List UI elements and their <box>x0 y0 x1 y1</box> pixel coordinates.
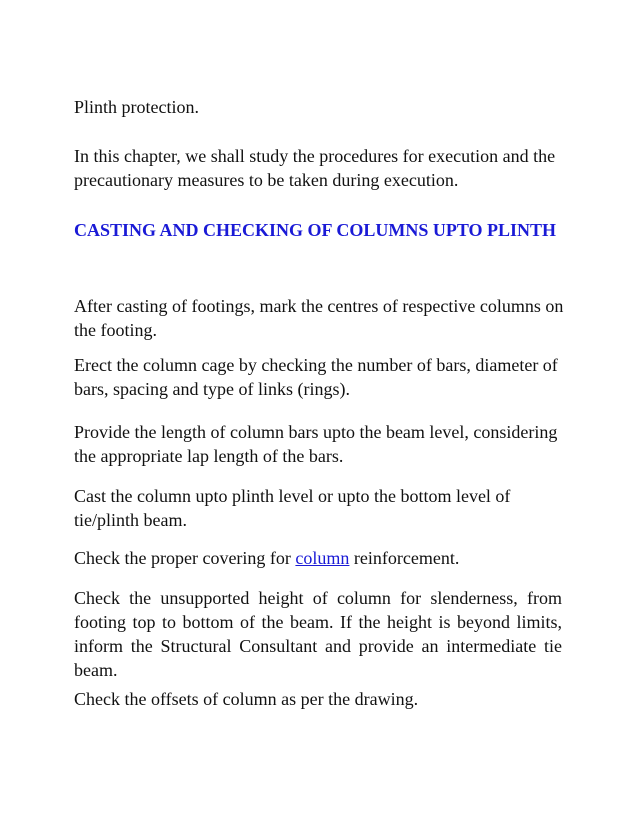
section-heading: CASTING AND CHECKING OF COLUMNS UPTO PLINTH <box>74 220 557 240</box>
paragraph-mark-centres: After casting of footings, mark the centres of respective columns on the footing. <box>74 296 564 340</box>
covering-text-after: reinforcement. <box>349 548 460 568</box>
paragraph-check-covering <box>74 546 566 570</box>
paragraph-check-offsets: Check the offsets of column as per the drawing. <box>74 689 419 709</box>
paragraph-column-bar-length: Provide the length of column bars upto the beam level, considering the appropriate lap length of the bars. <box>74 422 558 466</box>
chapter-intro-paragraph: In this chapter, we shall study the procedures for execution and the precautionary measures to be taken during execution. <box>74 146 556 190</box>
paragraph-unsupported-height: Check the unsupported height of column for slenderness, from footing top to bottom of the beam. If the height is beyond limits, inform the Structural Consultant and provide an intermediate tie beam. <box>74 588 562 680</box>
paragraph-cast-column: Cast the column upto plinth level or upto the bottom level of tie/plinth beam. <box>74 486 511 530</box>
intro-line: Plinth protection. <box>74 97 199 117</box>
covering-text-before: Check the proper covering for <box>74 548 296 568</box>
column-link[interactable]: column <box>295 548 350 568</box>
paragraph-erect-column-cage: Erect the column cage by checking the number of bars, diameter of bars, spacing and type of links (rings). <box>74 355 558 399</box>
